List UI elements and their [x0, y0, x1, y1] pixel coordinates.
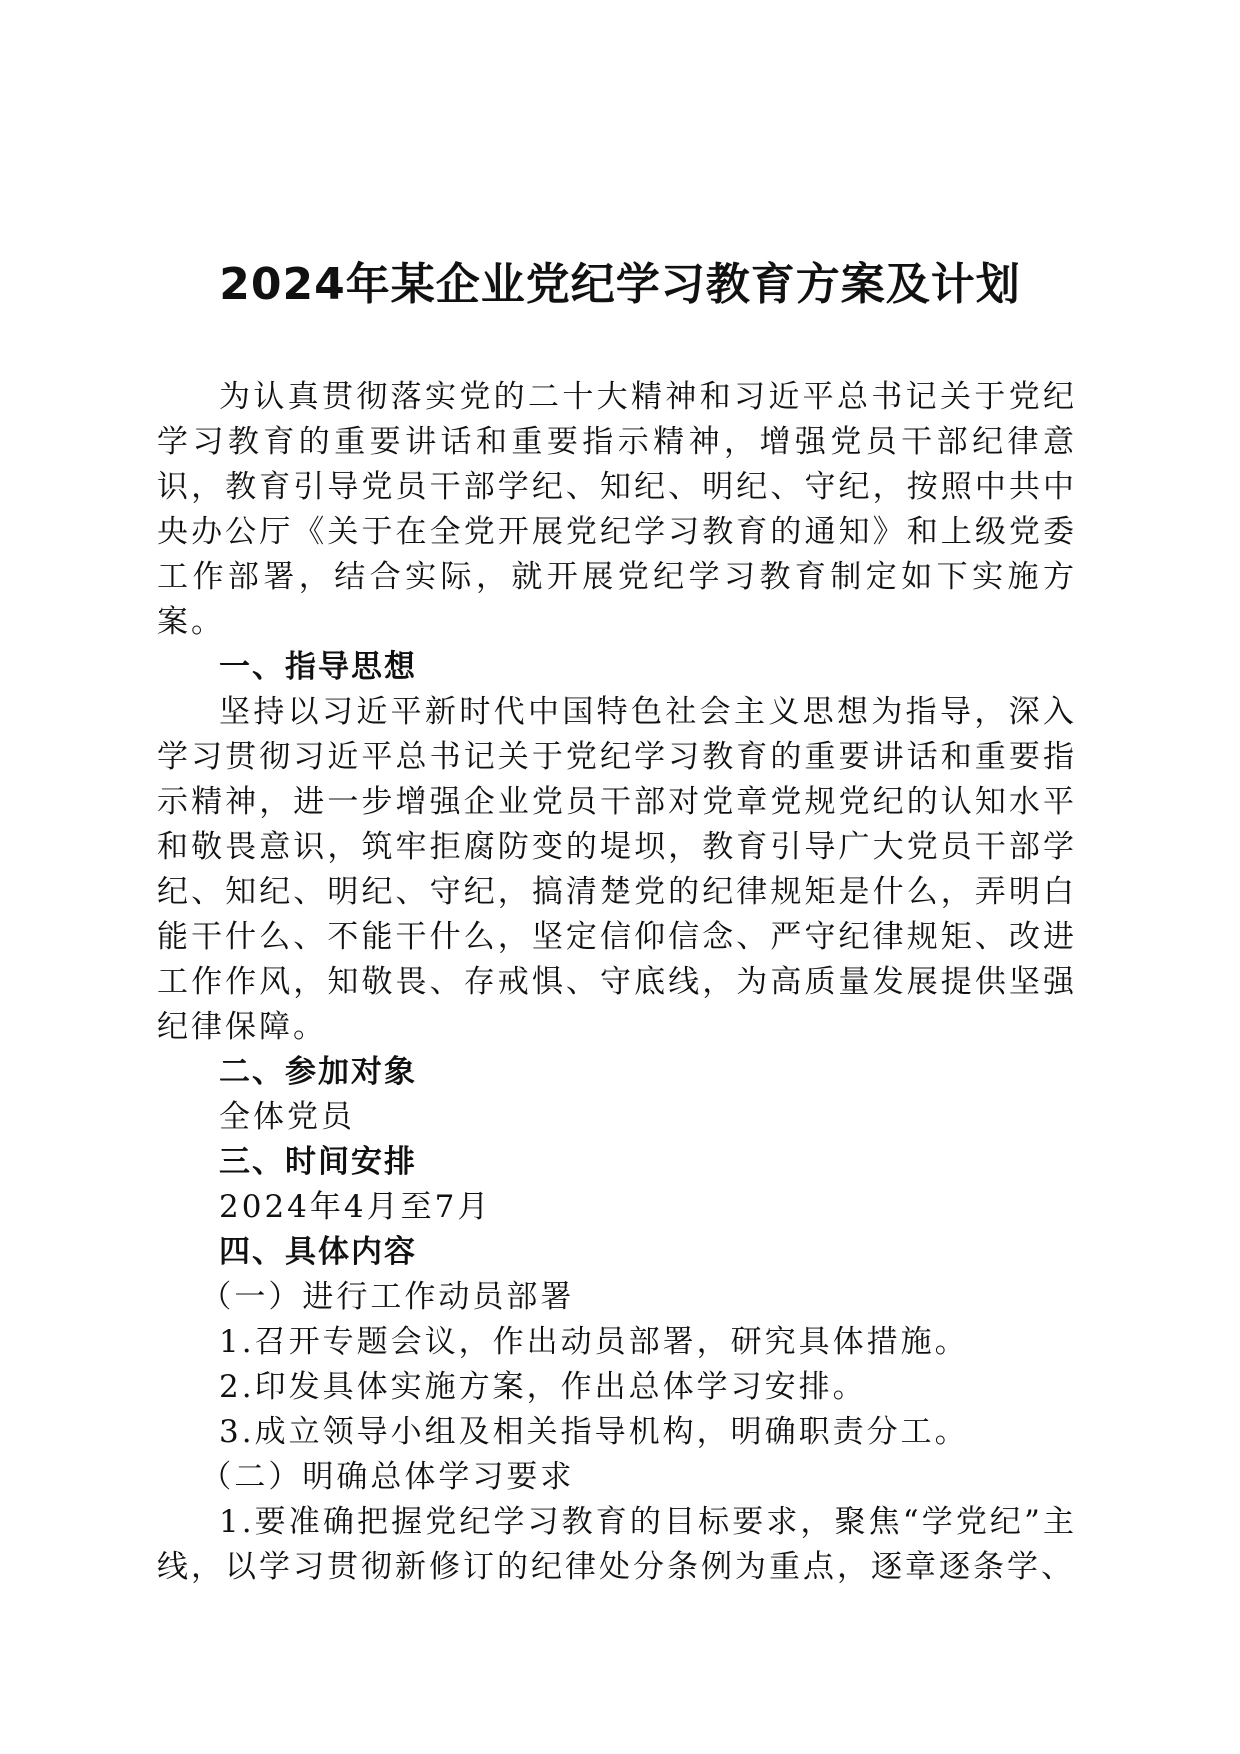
section-heading-content: 四、具体内容 — [219, 1234, 417, 1270]
section-paragraph-guiding-ideology: 坚持以习近平新时代中国特色社会主义思想为指导，深入学习贯彻习近平总书记关于党纪学习教育的重要讲话和重要指示精神，进一步增强企业党员干部对党章党规党纪的认知水平和敬畏意识，筑牢拒腐防变的堤坝，教育引导广大党员干部学纪、知纪、明纪、守纪，搞清楚党的纪律规矩是什么，弄明白能干什么、不能干什么，坚定信仰信念、严守纪律规矩、改进工作作风，知敬畏、存戒惧、守底线，为高质量发展提供坚强纪律保障。 — [157, 694, 1077, 1045]
list-item: 1.要准确把握党纪学习教育的目标要求，聚焦“学党纪”主线，以学习贯彻新修订的纪律处分条例为重点，逐章逐条学、 — [157, 1504, 1077, 1585]
list-item: 1.召开专题会议，作出动员部署，研究具体措施。 — [219, 1324, 969, 1360]
intro-paragraph: 为认真贯彻落实党的二十大精神和习近平总书记关于党纪学习教育的重要讲话和重要指示精神，增强党员干部纪律意识，教育引导党员干部学纪、知纪、明纪、守纪，按照中共中央办公厅《关于在全党开展党纪学习教育的通知》和上级党委工作部署，结合实际，就开展党纪学习教育制定如下实施方案。 — [157, 379, 1077, 640]
section-paragraph-schedule: 2024年4月至7月 — [219, 1189, 492, 1225]
section-heading-participants: 二、参加对象 — [219, 1054, 417, 1090]
document-title: 2024年某企业党纪学习教育方案及计划 — [219, 259, 1021, 310]
subsection-heading-mobilization: （一）进行工作动员部署 — [200, 1279, 575, 1315]
document-body — [157, 375, 1077, 1590]
list-item: 3.成立领导小组及相关指导机构，明确职责分工。 — [219, 1414, 969, 1450]
subsection-heading-requirements: （二）明确总体学习要求 — [200, 1459, 575, 1495]
section-heading-guiding-ideology: 一、指导思想 — [219, 649, 417, 685]
section-heading-schedule: 三、时间安排 — [219, 1144, 417, 1180]
list-item: 2.印发具体实施方案，作出总体学习安排。 — [219, 1369, 867, 1405]
section-paragraph-participants: 全体党员 — [219, 1099, 355, 1135]
